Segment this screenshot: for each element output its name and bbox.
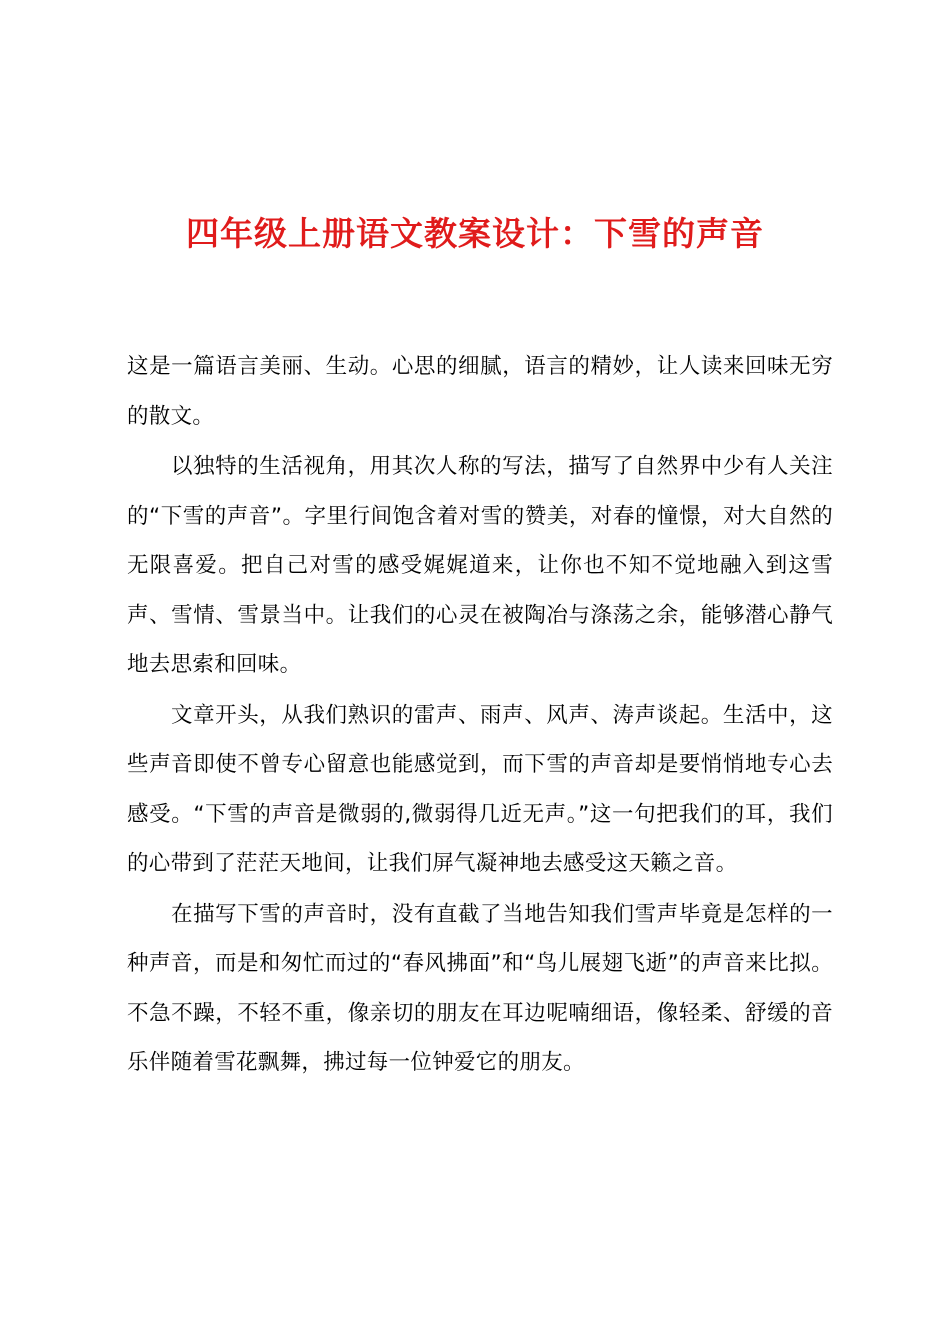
paragraph-perspective: 以独特的生活视角，用其次人称的写法，描写了自然界中少有人关注的“下雪的声音”。字里行间饱含着对雪的赞美，对春的憧憬，对大自然的无限喜爱。把自己对雪的感受娓娓道来，让你也不知不觉地融入到这雪声、雪情、雪景当中。让我们的心灵在被陶冶与涤荡之余，能够潜心静气地去思索和回味。 [127,454,833,677]
paragraph-description: 在描写下雪的声音时，没有直截了当地告知我们雪声毕竟是怎样的一种声音，而是和匆忙而过的“春风拂面”和“鸟儿展翅飞逝”的声音来比拟。不急不躁，不轻不重，像亲切的朋友在耳边呢喃细语，像轻柔、舒缓的音乐伴随着雪花飘舞，拂过每一位钟爱它的朋友。 [127,901,833,1075]
document-title: 四年级上册语文教案设计：下雪的声音 [186,214,764,253]
paragraph-opening: 文章开头，从我们熟识的雷声、雨声、风声、涛声谈起。生活中，这些声音即使不曾专心留意也能感觉到，而下雪的声音却是要悄悄地专心去感受。“下雪的声音是微弱的,微弱得几近无声。”这一句把我们的耳，我们的心带到了茫茫天地间，让我们屏气凝神地去感受这天籁之音。 [127,702,833,876]
document-body [127,342,833,1088]
paragraph-intro: 这是一篇语言美丽、生动。心思的细腻，语言的精妙，让人读来回味无穷的散文。 [127,354,833,429]
